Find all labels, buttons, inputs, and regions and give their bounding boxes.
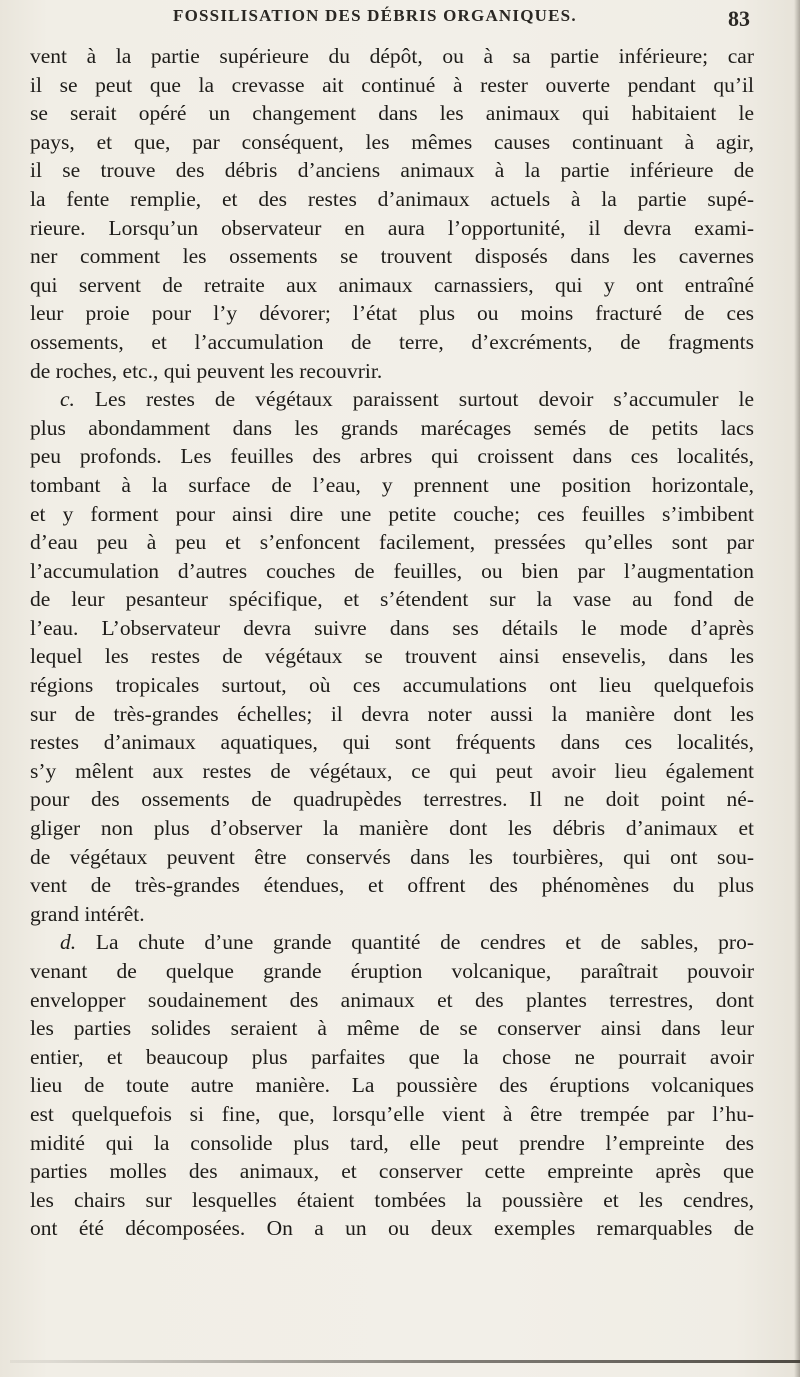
running-head: FOSSILISATION DES DÉBRIS ORGANIQUES. <box>173 6 577 25</box>
text-line: tombant à la surface de l’eau, y prennent une position horizontale, <box>30 472 754 497</box>
text-run: La chute d’une grande quantité de cendres et de sables, pro- <box>95 930 754 955</box>
text-line: leur proie pour l’y dévorer; l’état plus ou moins fracturé de ces <box>30 301 754 326</box>
text-line: de roches, etc., qui peuvent les recouvrir. <box>30 358 383 383</box>
text-line: l’eau. L’observateur devra suivre dans ses détails le mode d’après <box>30 615 754 640</box>
text-line: ossements, et l’accumulation de terre, d’excréments, de fragments <box>30 329 754 354</box>
text-line: envelopper soudainement des animaux et des plantes terrestres, dont <box>30 987 754 1012</box>
text-line: et y forment pour ainsi dire une petite couche; ces feuilles s’imbibent <box>30 501 754 526</box>
text-line: il se peut que la crevasse ait continué à rester ouverte pendant qu’il <box>30 72 754 97</box>
text-line: la fente remplie, et des restes d’animaux actuels à la partie supé- <box>30 186 754 211</box>
paragraph-start-line <box>30 385 754 414</box>
text-line: de leur pesanteur spécifique, et s’étendent sur la vase au fond de <box>30 587 754 612</box>
text-line: gliger non plus d’observer la manière dont les débris d’animaux et <box>30 816 754 841</box>
text-line: restes d’animaux aquatiques, qui sont fréquents dans ces localités, <box>30 730 754 755</box>
text-line: vent à la partie supérieure du dépôt, ou à sa partie inférieure; car <box>30 44 754 68</box>
paragraph-start-line <box>30 928 754 957</box>
text-line: peu profonds. Les feuilles des arbres qui croissent dans ces localités, <box>30 444 754 469</box>
text-line: lequel les restes de végétaux se trouvent ainsi ensevelis, dans les <box>30 644 754 669</box>
page-number: 83 <box>728 6 750 31</box>
paragraph-marker: c. <box>60 387 75 412</box>
text-line: plus abondamment dans les grands marécages semés de petits lacs <box>30 415 754 440</box>
text-line: se serait opéré un changement dans les animaux qui habitaient le <box>30 101 754 126</box>
body-text <box>30 42 754 1243</box>
bottom-edge-rule <box>10 1360 800 1363</box>
text-line: il se trouve des débris d’anciens animaux à la partie inférieure de <box>30 158 754 183</box>
text-line: midité qui la consolide plus tard, elle peut prendre l’empreinte des <box>30 1130 754 1155</box>
text-line: pays, et que, par conséquent, les mêmes causes continuant à agir, <box>30 129 754 154</box>
text-line: vent de très-grandes étendues, et offrent des phénomènes du plus <box>30 873 754 898</box>
text-line: ont été décomposées. On a un ou deux exemples remarquables de <box>30 1216 754 1241</box>
text-line: d’eau peu à peu et s’enfoncent facilement, pressées qu’elles sont par <box>30 530 754 555</box>
text-line: entier, et beaucoup plus parfaites que la chose ne pourrait avoir <box>30 1044 754 1069</box>
page-right-edge <box>794 0 800 1377</box>
text-line: est quelquefois si fine, que, lorsqu’elle vient à être trempée par l’hu- <box>30 1101 754 1126</box>
text-line: lieu de toute autre manière. La poussière des éruptions volcaniques <box>30 1073 754 1098</box>
text-line: ner comment les ossements se trouvent disposés dans les cavernes <box>30 244 754 269</box>
text-line: venant de quelque grande éruption volcanique, paraîtrait pouvoir <box>30 959 754 983</box>
paragraph-marker: d. <box>60 930 77 955</box>
text-line: les parties solides seraient à même de se conserver ainsi dans leur <box>30 1016 754 1041</box>
text-line: sur de très-grandes échelles; il devra noter aussi la manière dont les <box>30 701 754 726</box>
text-line: les chairs sur lesquelles étaient tombées la poussière et les cendres, <box>30 1187 754 1212</box>
text-line: l’accumulation d’autres couches de feuilles, ou bien par l’augmentation <box>30 558 754 583</box>
text-line: de végétaux peuvent être conservés dans les tourbières, qui ont sou- <box>30 844 754 869</box>
text-line: s’y mêlent aux restes de végétaux, ce qui peut avoir lieu également <box>30 758 754 783</box>
text-line: régions tropicales surtout, où ces accumulations ont lieu quelquefois <box>30 673 754 698</box>
text-line: parties molles des animaux, et conserver cette empreinte après que <box>30 1159 754 1184</box>
text-line: qui servent de retraite aux animaux carnassiers, qui y ont entraîné <box>30 272 754 297</box>
text-line: rieure. Lorsqu’un observateur en aura l’opportunité, il devra exami- <box>30 215 754 240</box>
text-run: Les restes de végétaux paraissent surtout devoir s’accumuler le <box>94 387 754 412</box>
text-line: pour des ossements de quadrupèdes terrestres. Il ne doit point né- <box>30 787 754 812</box>
text-line: grand intérêt. <box>30 901 145 926</box>
